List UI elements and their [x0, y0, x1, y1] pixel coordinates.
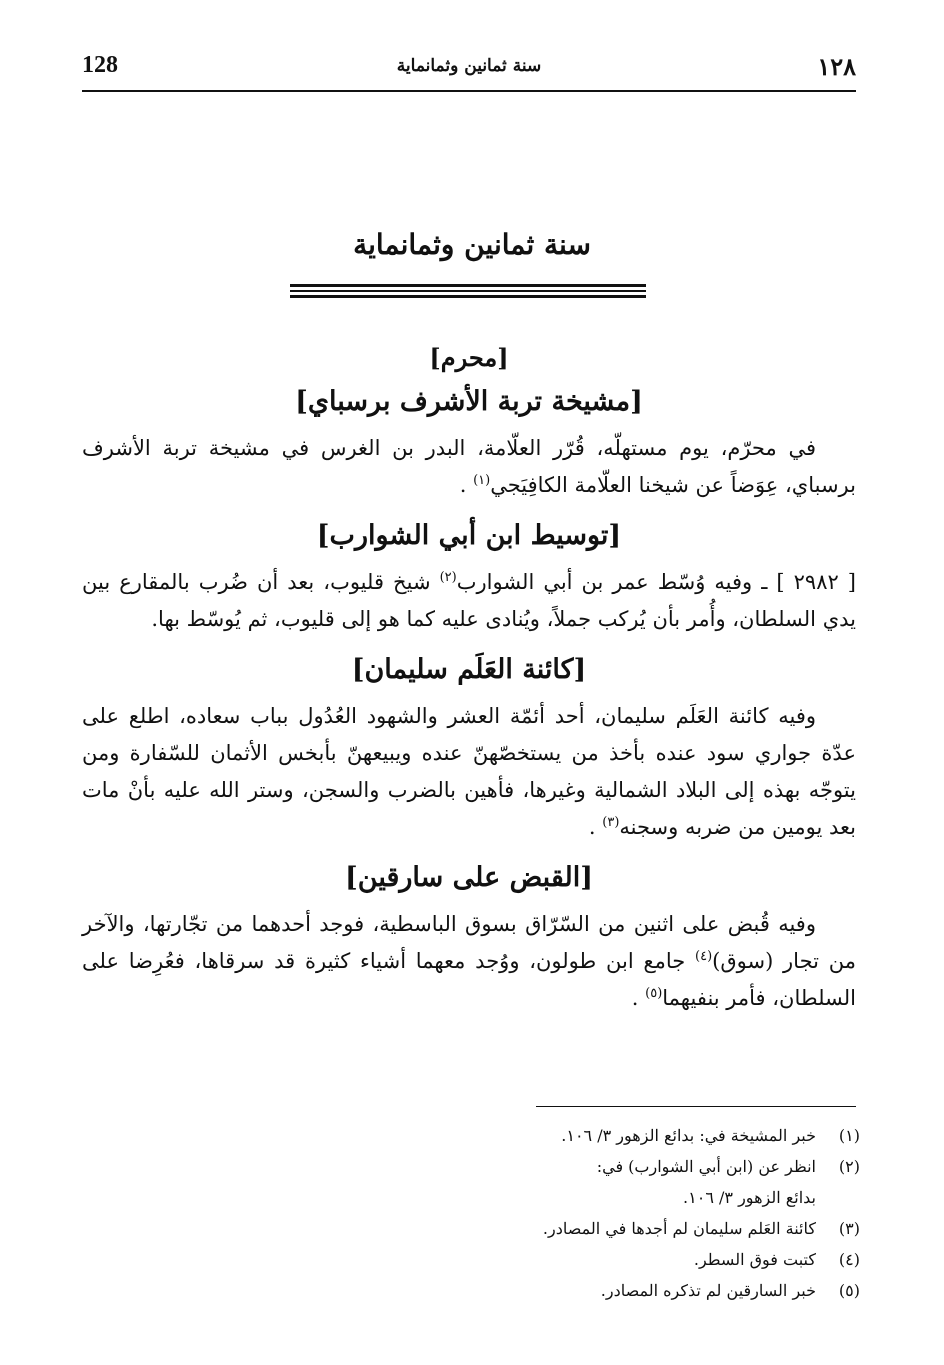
text-line: بعد يومين من ضربه وسجنه: [619, 815, 856, 839]
paragraph: [82, 698, 856, 846]
section-heading: [القبض على سارقين]: [344, 862, 593, 893]
footnote: [320, 1120, 860, 1151]
text-line: .: [588, 815, 603, 839]
section-heading: [توسيط ابن أبي الشوارب]: [316, 520, 622, 551]
running-header: [82, 52, 856, 86]
text-line: يتوجّه بهذه إلى البلاد الشمالية وغيرها، فأهين بالضرب والسجن، وستر الله عليه بأنْ مات: [82, 778, 856, 802]
paragraph: [82, 564, 856, 638]
text-line: والآخر من تجار (سوق): [82, 912, 856, 973]
footnote: [320, 1213, 860, 1244]
paragraph: [82, 906, 856, 1017]
footnote-text: كائنة العَلم سليمان لم أجدها في المصادر.: [542, 1219, 816, 1238]
running-title: سنة ثمانين وثمانماية: [396, 56, 542, 76]
text-line: عدّة جواري سود عنده بأخذ من يستخصّهنّ عنده ويبيعهنّ بأبخس الأثمان للسّفارة ومن: [82, 741, 856, 765]
footnote-text: خبر المشيخة في: بدائع الزهور ٣/ ١٠٦.: [561, 1126, 816, 1145]
footnote-continuation: بدائع الزهور ٣/ ١٠٦.: [683, 1188, 816, 1207]
footnote-text: انظر عن (ابن أبي الشوارب) في:: [596, 1157, 816, 1176]
text-line: يُوسّط بها.: [151, 607, 241, 631]
text-line: جامع ابن طولون، ووُجد معهما أشياء كثيرة قد سرقاها،: [194, 949, 696, 973]
page-number-arabic: ١٢٨: [817, 52, 856, 81]
text-line: شيخ قليوب، بعد أن ضُرب: [198, 570, 440, 594]
main-text-column: [82, 330, 856, 1017]
footnote-rule: [536, 1106, 856, 1107]
paragraph: [82, 430, 856, 504]
footnote-number: (٥): [838, 1281, 860, 1300]
footnotes: [320, 1120, 860, 1306]
text-line: .: [459, 473, 474, 497]
footnote-marker: (١): [473, 473, 491, 488]
footnote: [320, 1244, 860, 1275]
footnote-number: (٣): [838, 1219, 860, 1238]
year-title: سنة ثمانين وثمانماية: [353, 228, 591, 261]
entry-number-line: [ ٢٩٨٢ ] ـ وفيه وُسّط عمر بن أبي الشوارب: [456, 570, 856, 594]
text-line: وفيه كائنة العَلَم سليمان، أحد أئمّة العشر والشهود العُدُول بباب سعاده، اطلع على: [82, 704, 816, 728]
text-line: برسباي، عِوَضاً عن شيخنا العلّامة الكافِيَجي: [490, 473, 856, 497]
footnote-marker: (٥): [645, 986, 663, 1001]
text-line: فعُرِضا على السلطان، فأمر بنفيهما: [82, 949, 856, 1010]
text-line: بالمقارع بين يدي السلطان، وأُمر بأن يُركب جملاً، ويُنادى عليه كما هو إلى قليوب، ثم: [82, 570, 856, 631]
title-ornament-rule: [290, 284, 646, 301]
footnote-text: كتبت فوق السطر.: [693, 1250, 816, 1269]
page-number-latin: 128: [82, 52, 118, 78]
footnote: [320, 1151, 860, 1182]
section-heading: [كائنة العَلَم سليمان]: [351, 654, 587, 685]
text-line: في محرّم، يوم مستهلّه، قُرّر العلّامة، البدر بن الغرس في مشيخة تربة الأشرف: [82, 436, 816, 460]
text-line: .: [631, 986, 646, 1010]
footnote-number: (٤): [838, 1250, 860, 1269]
footnote-marker: (٢): [439, 570, 457, 585]
footnote-text: خبر السارقين لم تذكره المصادر.: [600, 1281, 816, 1300]
footnote: [320, 1275, 860, 1306]
footnote-number: (٢): [838, 1157, 860, 1176]
header-rule: [82, 90, 856, 92]
footnote-number: (١): [838, 1126, 860, 1145]
text-line: وفيه قُبض على اثنين من السّرّاق بسوق الباسطية، فوجد أحدهما من تجّارتها،: [142, 912, 816, 936]
footnote-marker: (٣): [602, 815, 620, 830]
month-heading: [محرم]: [429, 343, 509, 372]
section-heading: [مشيخة تربة الأشرف برسباي]: [295, 386, 643, 417]
footnote-marker: (٤): [695, 949, 713, 964]
